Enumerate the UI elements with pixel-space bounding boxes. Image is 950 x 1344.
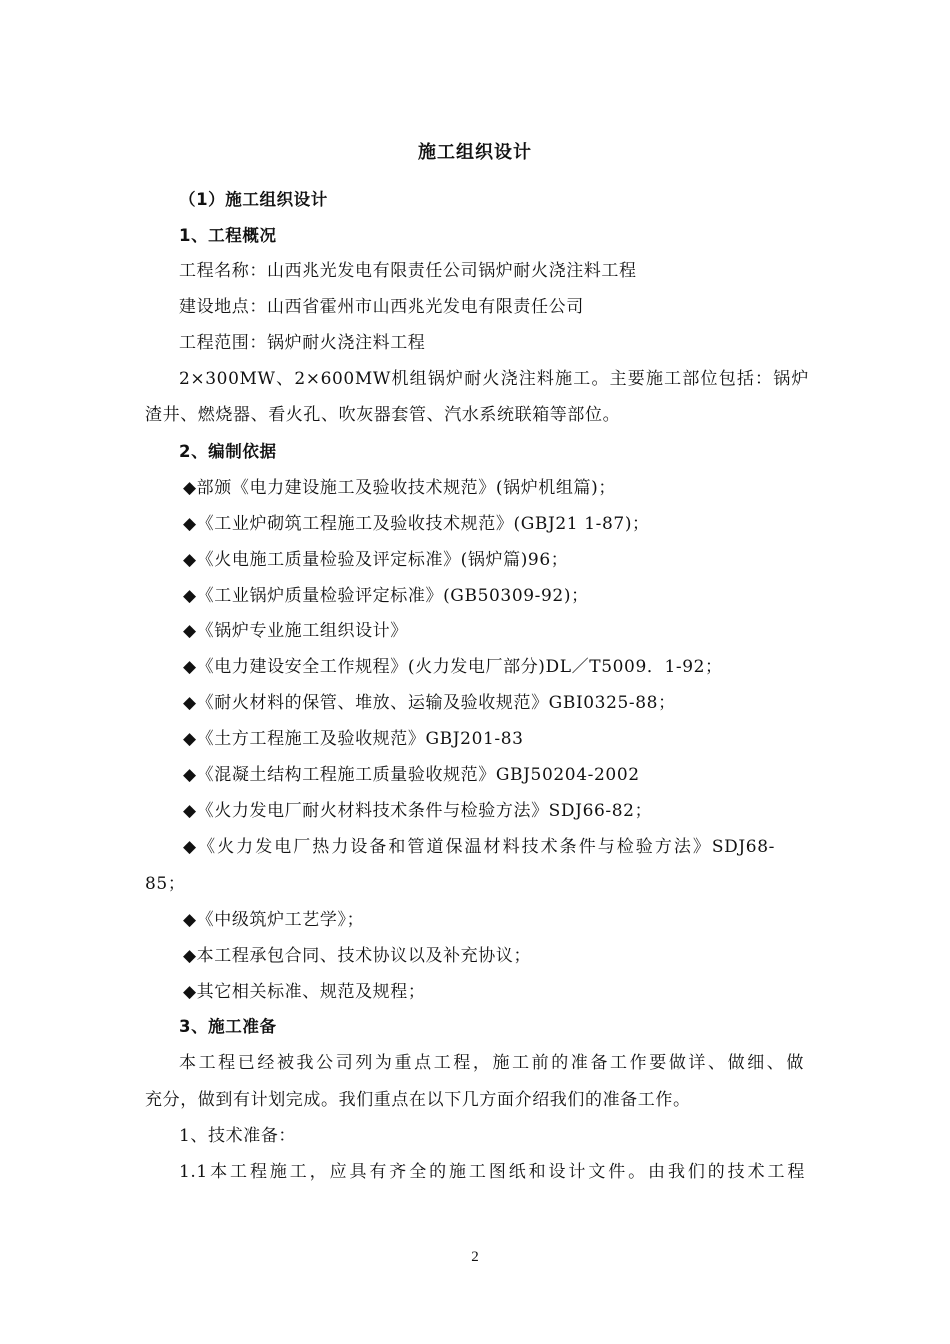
section-heading: （1）施工组织设计 bbox=[179, 190, 328, 209]
basis-item: ◆《中级筑炉工艺学》； bbox=[183, 910, 365, 930]
prep-paragraph-line-1: 本工程已经被我公司列为重点工程，施工前的准备工作要做详、做细、做 bbox=[179, 1053, 804, 1073]
scope-detail-line-1: 2×300MW、2×600MW机组锅炉耐火浇注料施工。主要施工部位包括：锅炉 bbox=[179, 369, 809, 389]
overview-heading: 1、工程概况 bbox=[179, 226, 277, 245]
tech-prep-heading: 1、技术准备： bbox=[179, 1126, 297, 1146]
basis-item: ◆《土方工程施工及验收规范》GBJ201-83 bbox=[183, 729, 524, 749]
prep-heading: 3、施工准备 bbox=[179, 1017, 277, 1036]
scope-detail-line-2: 渣井、燃烧器、看火孔、吹灰器套管、汽水系统联箱等部位。 bbox=[145, 405, 621, 425]
basis-item: ◆《火力发电厂耐火材料技术条件与检验方法》SDJ66-82； bbox=[183, 801, 653, 821]
tech-prep-item-1: 1.1本工程施工，应具有齐全的施工图纸和设计文件。由我们的技术工程 bbox=[179, 1162, 805, 1182]
basis-item: ◆其它相关标准、规范及规程； bbox=[183, 982, 426, 1002]
project-name-line: 工程名称：山西兆光发电有限责任公司锅炉耐火浇注料工程 bbox=[179, 261, 637, 281]
basis-item: ◆《锅炉专业施工组织设计》 bbox=[183, 621, 408, 641]
basis-item: ◆《工业锅炉质量检验评定标准》(GB50309-92)； bbox=[183, 586, 589, 606]
basis-item: ◆《火电施工质量检验及评定标准》(锅炉篇)96； bbox=[183, 550, 569, 570]
basis-heading: 2、编制依据 bbox=[179, 442, 277, 461]
page-number: 2 bbox=[471, 1249, 479, 1265]
basis-item: ◆《耐火材料的保管、堆放、运输及验收规范》GBI0325-88； bbox=[183, 693, 676, 713]
basis-item: ◆《混凝土结构工程施工质量验收规范》GBJ50204-2002 bbox=[183, 765, 640, 785]
project-scope-line: 工程范围：锅炉耐火浇注料工程 bbox=[179, 333, 426, 353]
prep-paragraph-line-2: 充分，做到有计划完成。我们重点在以下几方面介绍我们的准备工作。 bbox=[145, 1090, 691, 1110]
basis-item: ◆《工业炉砌筑工程施工及验收技术规范》(GBJ21 1-87)； bbox=[183, 514, 650, 534]
basis-item: ◆本工程承包合同、技术协议以及补充协议； bbox=[183, 946, 532, 966]
project-location-line: 建设地点：山西省霍州市山西兆光发电有限责任公司 bbox=[179, 297, 584, 317]
document-title: 施工组织设计 bbox=[418, 142, 532, 163]
basis-item: ◆《电力建设安全工作规程》(火力发电厂部分)DL／T5009．1-92； bbox=[183, 657, 723, 677]
basis-item-continuation: 85； bbox=[145, 874, 186, 894]
basis-item: ◆《火力发电厂热力设备和管道保温材料技术条件与检验方法》SDJ68- bbox=[183, 837, 775, 857]
basis-item: ◆部颁《电力建设施工及验收技术规范》(锅炉机组篇)； bbox=[183, 478, 616, 498]
